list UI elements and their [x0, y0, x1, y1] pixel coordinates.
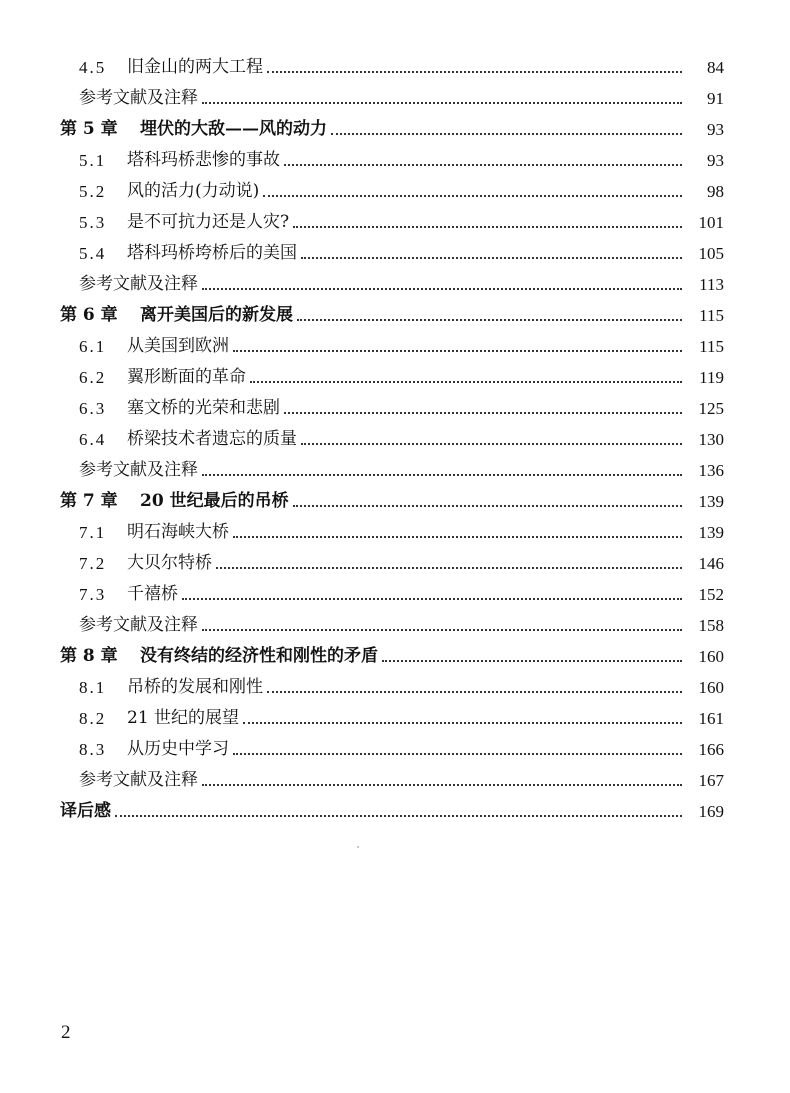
- dot-leader: [284, 393, 682, 424]
- toc-entry-ref: [0, 83, 790, 114]
- toc-entry-section: [0, 393, 790, 424]
- chapter-number: 第 8 章: [60, 646, 118, 666]
- dot-leader: [216, 548, 682, 579]
- section-number: 6.3: [79, 399, 107, 418]
- section-number: 5.3: [79, 213, 107, 232]
- page-number: 2: [61, 1022, 71, 1043]
- page-ref: 139: [698, 492, 724, 511]
- chapter-title: 埋伏的大敌——风的动力: [140, 119, 327, 139]
- page-ref: 169: [698, 802, 724, 821]
- dot-leader: [267, 52, 682, 83]
- dot-leader: [297, 300, 682, 331]
- section-number: 5.1: [79, 151, 107, 170]
- toc-entry-ref: [0, 455, 790, 486]
- toc-entry-section: [0, 176, 790, 207]
- toc-entry-section: [0, 579, 790, 610]
- page-ref: 139: [698, 523, 724, 542]
- page-ref: 130: [698, 430, 724, 449]
- references-title: 参考文献及注释: [79, 274, 198, 294]
- toc-entry-section: [0, 703, 790, 734]
- page-ref: 166: [698, 740, 724, 759]
- dot-leader: [301, 424, 682, 455]
- section-number: 7.1: [79, 523, 107, 542]
- section-number: 7.3: [79, 585, 107, 604]
- dot-leader: [202, 765, 682, 796]
- toc-entry-section: [0, 238, 790, 269]
- page-ref: 152: [698, 585, 724, 604]
- toc-entry-chapter: [0, 641, 790, 672]
- toc-entry-section: [0, 424, 790, 455]
- section-number: 6.4: [79, 430, 107, 449]
- section-number: 5.2: [79, 182, 107, 201]
- page-ref: 91: [707, 89, 724, 108]
- dot-leader: [331, 114, 682, 145]
- section-title: 翼形断面的革命: [127, 367, 246, 387]
- chapter-number: 第 7 章: [60, 491, 118, 511]
- section-number: 6.2: [79, 368, 107, 387]
- references-title: 参考文献及注释: [79, 770, 198, 790]
- page-ref: 125: [698, 399, 724, 418]
- page-ref: 119: [699, 368, 724, 387]
- chapter-title: 译后感: [60, 801, 111, 821]
- table-of-contents: [0, 52, 790, 827]
- scan-speck: [357, 846, 359, 848]
- dot-leader: [233, 517, 682, 548]
- chapter-title: 20 世纪最后的吊桥: [140, 491, 289, 511]
- section-number: 7.2: [79, 554, 107, 573]
- toc-entry-ref: [0, 610, 790, 641]
- toc-entry-ref: [0, 765, 790, 796]
- dot-leader: [263, 176, 682, 207]
- section-title: 千禧桥: [127, 584, 178, 604]
- page-ref: 136: [698, 461, 724, 480]
- page-ref: 115: [699, 337, 724, 356]
- toc-entry-ref: [0, 269, 790, 300]
- section-title: 21 世纪的展望: [127, 708, 240, 728]
- dot-leader: [284, 145, 682, 176]
- page-ref: 167: [698, 771, 724, 790]
- dot-leader: [243, 703, 682, 734]
- references-title: 参考文献及注释: [79, 88, 198, 108]
- section-title: 塞文桥的光荣和悲剧: [127, 398, 280, 418]
- dot-leader: [382, 641, 682, 672]
- section-title: 吊桥的发展和刚性: [127, 677, 263, 697]
- page-ref: 158: [698, 616, 724, 635]
- section-title: 是不可抗力还是人灾?: [127, 212, 290, 232]
- page-ref: 105: [698, 244, 724, 263]
- toc-entry-section: [0, 331, 790, 362]
- section-number: 6.1: [79, 337, 107, 356]
- section-title: 桥梁技术者遗忘的质量: [127, 429, 297, 449]
- section-title: 风的活力(力动说): [127, 181, 260, 201]
- dot-leader: [115, 796, 682, 827]
- toc-entry-chapter: [0, 300, 790, 331]
- page-ref: 161: [698, 709, 724, 728]
- section-number: 8.2: [79, 709, 107, 728]
- chapter-number: 第 6 章: [60, 305, 118, 325]
- toc-entry-section: [0, 517, 790, 548]
- section-number: 4.5: [79, 58, 107, 77]
- dot-leader: [301, 238, 682, 269]
- toc-entry-section: [0, 207, 790, 238]
- toc-entry-section: [0, 548, 790, 579]
- references-title: 参考文献及注释: [79, 460, 198, 480]
- toc-entry-chapter: [0, 486, 790, 517]
- page-ref: 146: [698, 554, 724, 573]
- dot-leader: [293, 486, 682, 517]
- chapter-title: 离开美国后的新发展: [140, 305, 293, 325]
- page-ref: 98: [707, 182, 724, 201]
- section-number: 8.3: [79, 740, 107, 759]
- dot-leader: [250, 362, 682, 393]
- dot-leader: [233, 734, 682, 765]
- section-title: 从美国到欧洲: [127, 336, 229, 356]
- toc-entry-section: [0, 145, 790, 176]
- toc-entry-chapter: [0, 796, 790, 827]
- toc-entry-section: [0, 52, 790, 83]
- section-title: 旧金山的两大工程: [127, 57, 263, 77]
- dot-leader: [202, 83, 682, 114]
- page-ref: 93: [707, 151, 724, 170]
- section-title: 塔科玛桥垮桥后的美国: [127, 243, 297, 263]
- dot-leader: [293, 207, 682, 238]
- toc-entry-section: [0, 734, 790, 765]
- section-number: 8.1: [79, 678, 107, 697]
- page-ref: 84: [707, 58, 724, 77]
- section-title: 明石海峡大桥: [127, 522, 229, 542]
- dot-leader: [202, 610, 682, 641]
- dot-leader: [182, 579, 682, 610]
- section-title: 塔科玛桥悲惨的事故: [127, 150, 280, 170]
- section-title: 从历史中学习: [127, 739, 229, 759]
- toc-entry-section: [0, 672, 790, 703]
- section-number: 5.4: [79, 244, 107, 263]
- chapter-title: 没有终结的经济性和刚性的矛盾: [140, 646, 378, 666]
- toc-entry-section: [0, 362, 790, 393]
- dot-leader: [267, 672, 682, 703]
- page-ref: 93: [707, 120, 724, 139]
- dot-leader: [202, 269, 682, 300]
- page-ref: 101: [698, 213, 724, 232]
- chapter-number: 第 5 章: [60, 119, 118, 139]
- dot-leader: [202, 455, 682, 486]
- dot-leader: [233, 331, 682, 362]
- page-ref: 160: [698, 647, 724, 666]
- references-title: 参考文献及注释: [79, 615, 198, 635]
- page-ref: 160: [698, 678, 724, 697]
- page-ref: 113: [699, 275, 724, 294]
- section-title: 大贝尔特桥: [127, 553, 212, 573]
- toc-entry-chapter: [0, 114, 790, 145]
- page-ref: 115: [699, 306, 724, 325]
